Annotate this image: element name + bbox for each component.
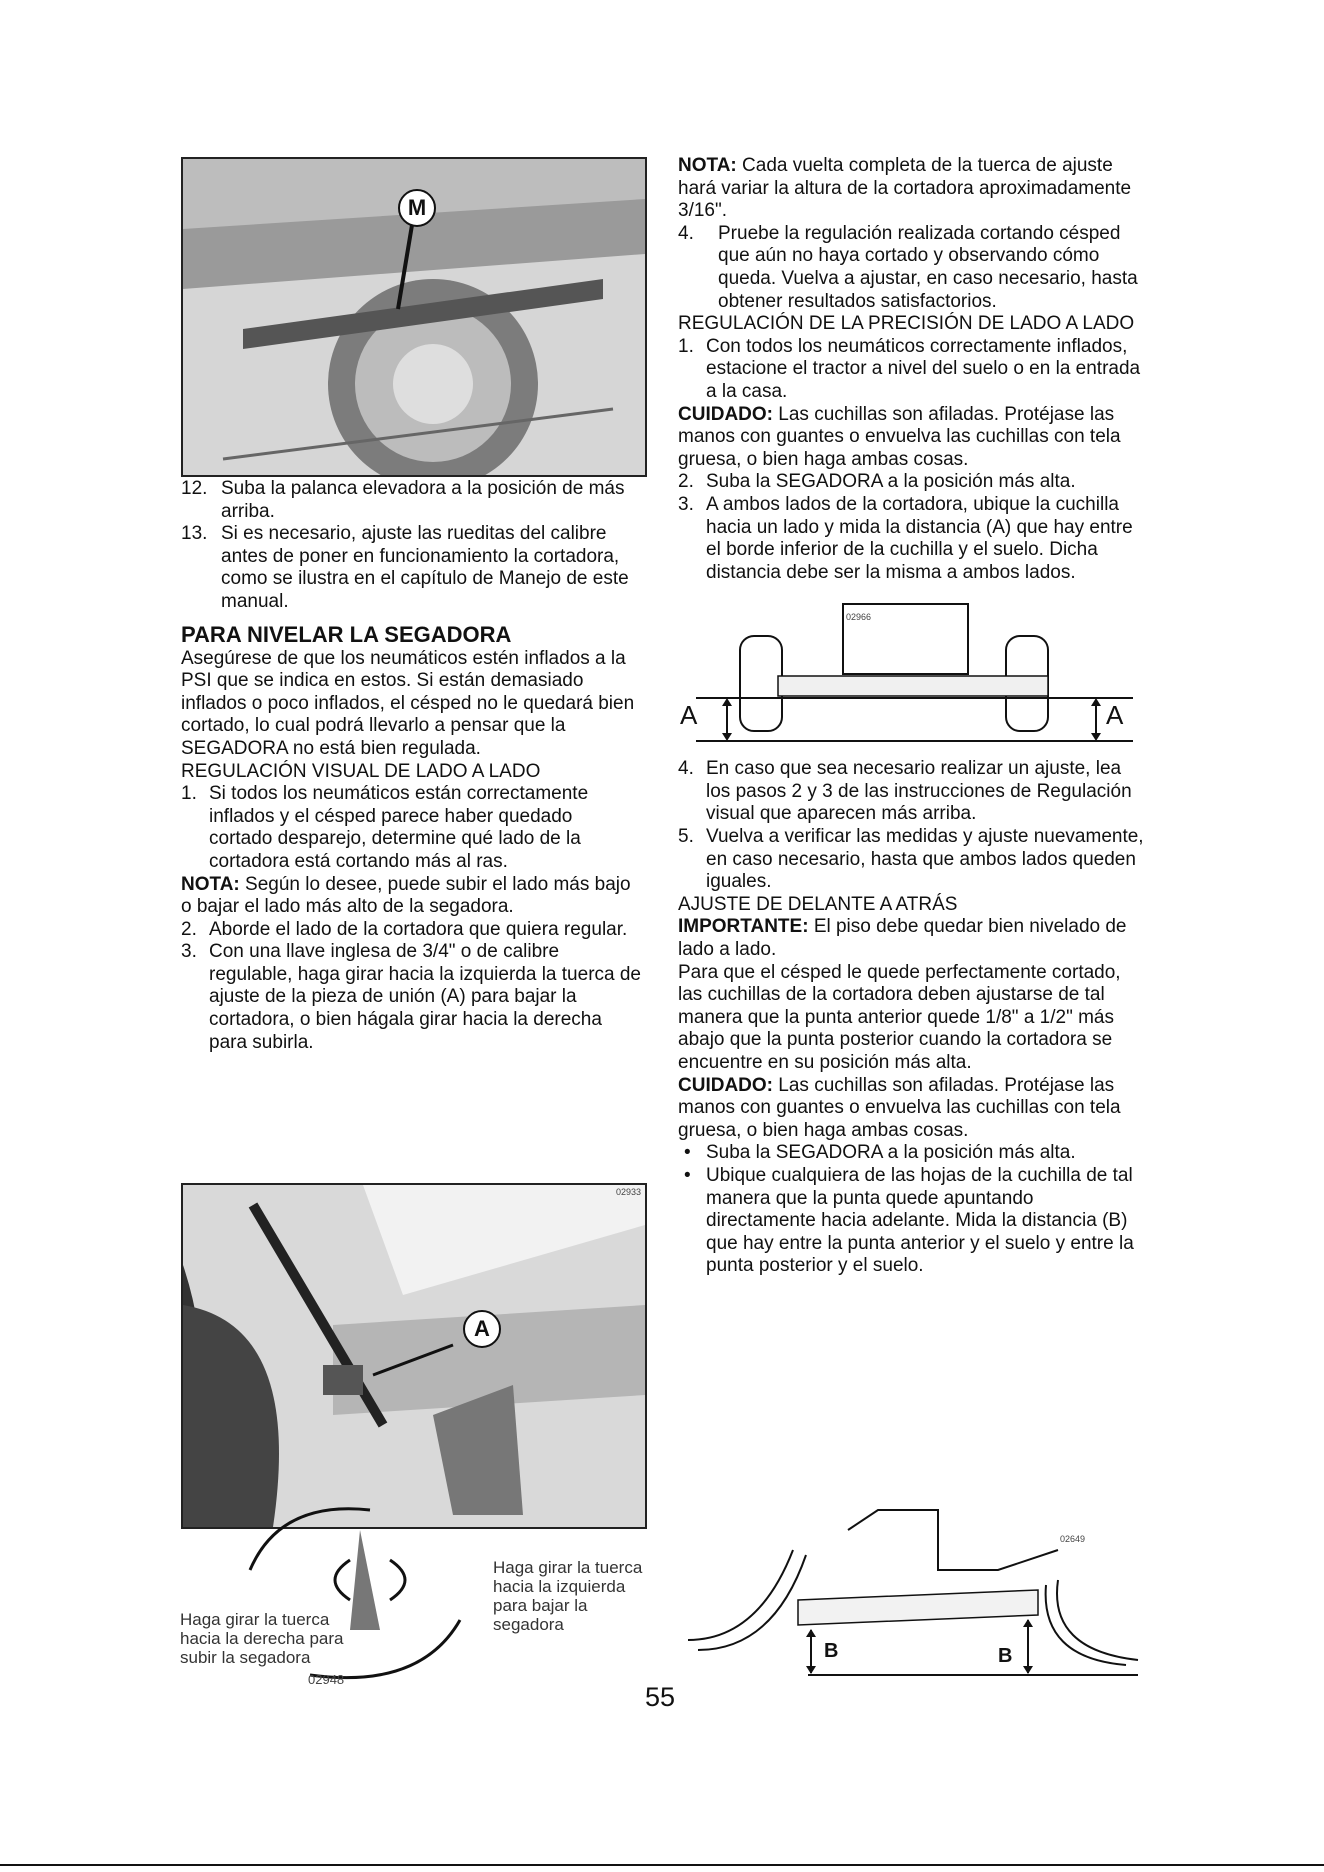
step-text: Con una llave inglesa de 3/4" o de calibre regulable, haga girar hacia la izquierda la tuerca de ajuste de la pieza de unión (A) para bajar la cortadora, o bien hágala girar hacia la derecha para subirla. bbox=[209, 941, 641, 1053]
caution-label: CUIDADO: bbox=[678, 403, 773, 425]
step-number: 3. bbox=[678, 493, 694, 515]
side-to-side-illustration bbox=[678, 596, 1148, 746]
figure-code-inset: 02948 bbox=[308, 1672, 345, 1687]
caution-paragraph bbox=[678, 404, 1148, 472]
intro-paragraph: Asegúrese de que los neumáticos estén inflados a la PSI que se indica en estos. Si están demasiado inflados o poco inflados, el césped no le quedará bien cortado, lo cual podrá llevarlo a pensar que la SEGADORA no está bien regulada. bbox=[181, 647, 635, 759]
note-label: NOTA: bbox=[181, 873, 240, 895]
step-text: Aborde el lado de la cortadora que quiera regular. bbox=[209, 918, 628, 940]
bullet-item bbox=[678, 1142, 1148, 1165]
step-13 bbox=[181, 523, 641, 613]
figure-code: 02649 bbox=[1060, 1534, 1086, 1544]
step-number: 1. bbox=[678, 335, 694, 357]
step-text: Suba la palanca elevadora a la posición de más arriba. bbox=[221, 478, 625, 522]
bullet-icon: • bbox=[684, 1142, 691, 1164]
important-text: El piso debe quedar bien nivelado de lado a lado. bbox=[678, 916, 1127, 961]
callout-counterclockwise: Haga girar la tuerca hacia la izquierda para bajar la segadora bbox=[493, 1558, 643, 1634]
step-text: Con todos los neumáticos correctamente inflados, estacione el tractor a nivel del suelo o en la entrada a la casa. bbox=[706, 335, 1141, 402]
step-text: A ambos lados de la cortadora, ubique la cuchilla hacia un lado y mida la distancia (A) que hay entre el borde inferior de la cuchilla y el suelo. Dicha distancia debe ser la misma a ambos lados. bbox=[706, 493, 1133, 583]
callout-m-icon: M bbox=[398, 189, 436, 227]
step-text: Pruebe la regulación realizada cortando césped que aún no haya cortado y observando cómo queda. Vuelva a ajustar, en caso necesario, hasta obtener resultados satisfactorios. bbox=[718, 222, 1138, 312]
measure-label-right: A bbox=[1106, 700, 1124, 731]
subheading-precision: REGULACIÓN DE LA PRECISIÓN DE LADO A LADO bbox=[678, 313, 1135, 335]
caution-label: CUIDADO: bbox=[678, 1074, 773, 1096]
bullet-item bbox=[678, 1165, 1148, 1278]
measure-label-left: A bbox=[680, 700, 698, 731]
note-text: Según lo desee, puede subir el lado más bajo o bajar el lado más alto de la segadora. bbox=[181, 873, 631, 918]
figure-side-to-side bbox=[678, 596, 1148, 748]
left-column bbox=[181, 478, 641, 1054]
bullet-icon: • bbox=[684, 1164, 691, 1186]
visual-step-2 bbox=[181, 919, 641, 942]
measure-label-b-front: B bbox=[824, 1640, 839, 1662]
figure-front-to-back bbox=[678, 1490, 1148, 1680]
step-number: 3. bbox=[181, 941, 197, 963]
caution-text: Las cuchillas son afiladas. Protéjase las manos con guantes o envuelva las cuchillas con tela gruesa, o bien haga ambas cosas. bbox=[678, 403, 1121, 470]
step-text: Suba la SEGADORA a la posición más alta. bbox=[706, 471, 1076, 493]
important-paragraph bbox=[678, 916, 1148, 961]
note-paragraph bbox=[678, 155, 1148, 223]
callout-a-icon: A bbox=[463, 1310, 501, 1348]
note-label: NOTA: bbox=[678, 155, 737, 176]
step-text: Vuelva a verificar las medidas y ajuste nuevamente, en caso necesario, hasta que ambos lados queden iguales. bbox=[706, 826, 1144, 893]
precision-step-5 bbox=[678, 826, 1148, 894]
step-number: 1. bbox=[181, 783, 197, 805]
caution-text: Las cuchillas son afiladas. Protéjase las manos con guantes o envuelva las cuchillas con tela gruesa, o bien haga ambas cosas. bbox=[678, 1074, 1121, 1141]
callout-clockwise: Haga girar la tuerca hacia la derecha para subir la segadora bbox=[180, 1610, 344, 1667]
measure-label-b-rear: B bbox=[998, 1645, 1013, 1667]
important-label: IMPORTANTE: bbox=[678, 916, 809, 938]
subheading-visual: REGULACIÓN VISUAL DE LADO A LADO bbox=[181, 760, 541, 782]
note-text: Cada vuelta completa de la tuerca de ajuste hará variar la altura de la cortadora aproximadamente 3/16". bbox=[678, 155, 1132, 222]
step-12 bbox=[181, 478, 641, 523]
step-number: 5. bbox=[678, 826, 694, 848]
figure-code: 02966 bbox=[846, 612, 872, 623]
visual-step-4 bbox=[678, 223, 1148, 313]
front-back-paragraph: Para que el césped le quede perfectamente cortado, las cuchillas de la cortadora deben ajustarse de tal manera que la punta anterior quede 1/8" a 1/2" más abajo que la punta posterior cuando la cortadora se encuentre en su posición más alta. bbox=[678, 961, 1121, 1073]
step-text: En caso que sea necesario realizar un ajuste, lea los pasos 2 y 3 de las instrucciones de Regulación visual que aparecen más arriba. bbox=[706, 758, 1132, 825]
step-number: 4. bbox=[678, 222, 694, 244]
step-number: 12. bbox=[181, 478, 208, 499]
step-number: 13. bbox=[181, 523, 208, 545]
bullet-text: Ubique cualquiera de las hojas de la cuchilla de tal manera que la punta quede apuntando directamente hacia adelante. Mida la distancia (B) que hay entre la punta anterior y el suelo y entre la punta posterior y el suelo. bbox=[706, 1164, 1134, 1277]
step-number: 2. bbox=[678, 471, 694, 493]
precision-step-2 bbox=[678, 471, 1148, 494]
adjustment-nut-illustration bbox=[183, 1185, 645, 1527]
note-paragraph bbox=[181, 874, 641, 919]
figure-lift-lever bbox=[181, 157, 647, 477]
visual-step-3 bbox=[181, 941, 641, 1054]
section-heading: PARA NIVELAR LA SEGADORA bbox=[181, 621, 512, 647]
bullet-text: Suba la SEGADORA a la posición más alta. bbox=[706, 1142, 1076, 1164]
step-number: 2. bbox=[181, 918, 197, 940]
right-column bbox=[678, 155, 1148, 1278]
figure-code: 02933 bbox=[615, 1187, 641, 1197]
precision-step-1 bbox=[678, 336, 1148, 404]
step-text: Si todos los neumáticos están correctamente inflados y el césped parece haber quedado cortado desparejo, determine qué lado de la cortadora está cortando más al ras. bbox=[209, 783, 589, 872]
figure-adjustment-nut bbox=[181, 1183, 647, 1529]
precision-step-3 bbox=[678, 494, 1148, 584]
front-to-back-illustration bbox=[678, 1490, 1148, 1680]
caution-paragraph-2 bbox=[678, 1075, 1148, 1143]
precision-step-4 bbox=[678, 758, 1148, 826]
bottom-rule bbox=[0, 1864, 1324, 1866]
visual-step-1 bbox=[181, 783, 641, 873]
step-number: 4. bbox=[678, 758, 694, 780]
page-number: 55 bbox=[645, 1682, 676, 1712]
step-text: Si es necesario, ajuste las rueditas del calibre antes de poner en funcionamiento la cortadora, como se ilustra en el capítulo de Manejo de este manual. bbox=[221, 523, 629, 612]
subheading-front-back: AJUSTE DE DELANTE A ATRÁS bbox=[678, 893, 958, 915]
